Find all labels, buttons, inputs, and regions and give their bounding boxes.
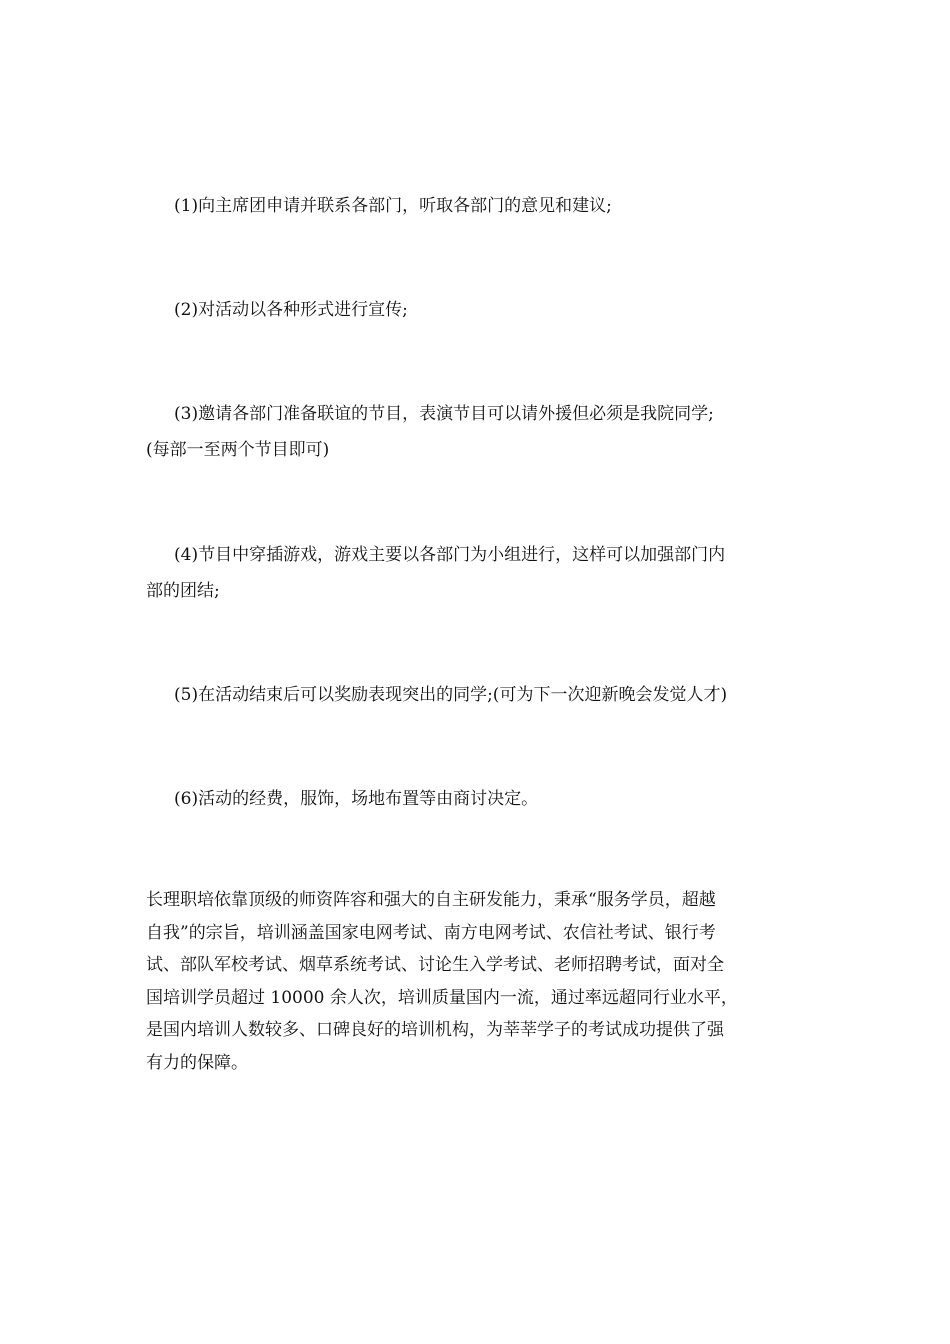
list-item-3: (3)邀请各部门准备联谊的节目，表演节目可以请外援但必须是我院同学;: [174, 404, 714, 424]
closing-line: 有力的保障。: [146, 1052, 248, 1073]
list-item-1: (1)向主席团申请并联系各部门，听取各部门的意见和建议;: [174, 196, 612, 216]
list-item-4-continuation: 部的团结;: [146, 581, 220, 601]
closing-line: 试、部队军校考试、烟草系统考试、讨论生入学考试、老师招聘考试，面对全: [146, 955, 724, 975]
closing-line: 是国内培训人数较多、口碑良好的培训机构，为莘莘学子的考试成功提供了强: [146, 1020, 724, 1040]
closing-line: 国培训学员超过 10000 余人次，培训质量国内一流，通过率远超同行业水平，: [146, 987, 738, 1008]
list-item-2: (2)对活动以各种形式进行宣传;: [174, 300, 408, 320]
list-item-4: (4)节目中穿插游戏，游戏主要以各部门为小组进行，这样可以加强部门内: [174, 545, 726, 565]
list-item-6: (6)活动的经费，服饰，场地布置等由商讨决定。: [174, 789, 539, 809]
closing-line: 自我”的宗旨，培训涵盖国家电网考试、南方电网考试、农信社考试、银行考: [146, 922, 716, 943]
list-item-3-continuation: (每部一至两个节目即可): [146, 440, 330, 460]
closing-paragraph: [146, 884, 806, 1079]
list-item-5: (5)在活动结束后可以奖励表现突出的同学;(可为下一次迎新晚会发觉人才): [174, 685, 728, 705]
closing-line: 长理职培依靠顶级的师资阵容和强大的自主研发能力，秉承“服务学员，超越: [146, 890, 716, 910]
